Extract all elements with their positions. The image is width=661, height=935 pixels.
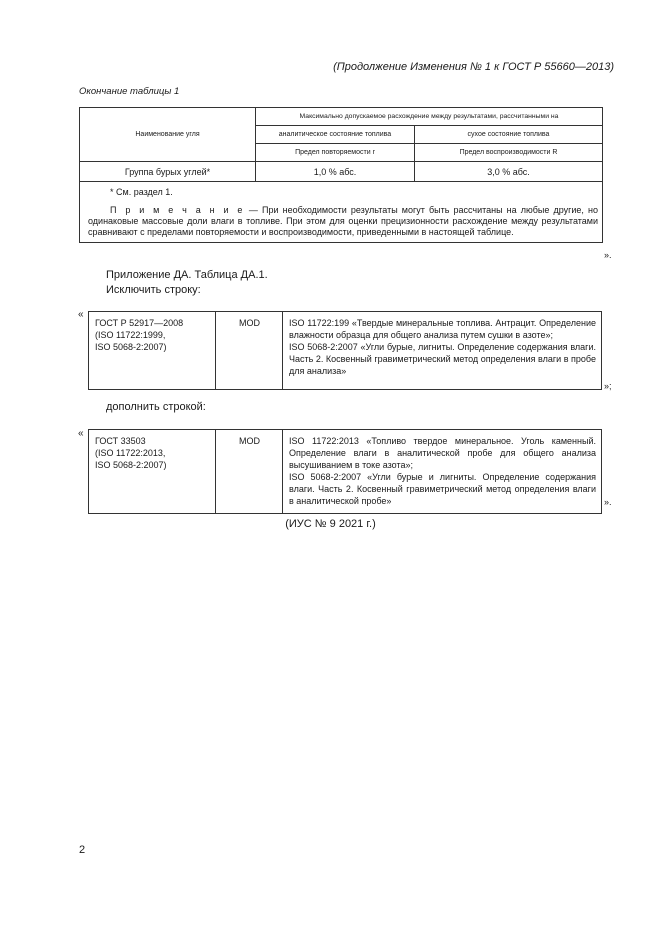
repeatability-value: 1,0 % абс.: [256, 162, 415, 182]
sub-header-dry: сухое состояние топлива: [415, 126, 603, 144]
add-row-table: [88, 429, 602, 514]
standard-designation: [89, 430, 216, 514]
add-instruction: дополнить строкой:: [106, 401, 206, 413]
conformity-degree: MOD: [216, 430, 283, 514]
header-repeatability: Предел повторяемости r: [256, 144, 415, 162]
standard-equiv-1: (ISO 11722:1999,: [95, 330, 166, 340]
exclude-instruction: Исключить строку:: [106, 284, 201, 296]
table1-end-mark: ».: [604, 250, 612, 260]
add-open-quote: «: [78, 428, 84, 439]
table-caption: Окончание таблицы 1: [79, 86, 180, 97]
table-row: [89, 312, 602, 390]
intl-standard-1: ISO 11722:199 «Твердые минеральные топлива. Антрацит. Определение влажности образца для общего анализа путем сушки в азоте»;: [289, 318, 596, 340]
reproducibility-value: 3,0 % абс.: [415, 162, 603, 182]
ius-reference: (ИУС № 9 2021 г.): [285, 518, 376, 530]
sub-header-analytical: аналитическое состояние топлива: [256, 126, 415, 144]
standard-equiv-1: (ISO 11722:2013,: [95, 448, 166, 458]
table-row: [89, 430, 602, 514]
standard-equiv-2: ISO 5068-2:2007): [95, 342, 167, 352]
table-note: [88, 205, 598, 238]
group-header: Максимально допускаемое расхождение между результатами, рассчитанными на: [256, 108, 603, 126]
intl-standard-2: ISO 5068-2:2007 «Угли бурые и лигниты. Определение содержания влаги. Часть 2. Косвенный гравиметрический метод определения влаги в аналитической пробе»: [289, 472, 596, 506]
appendix-ref: Приложение ДА. Таблица ДА.1.: [106, 269, 268, 281]
standard-equiv-2: ISO 5068-2:2007): [95, 460, 167, 470]
table-notes: [80, 182, 603, 243]
exclude-end-mark: »;: [604, 381, 612, 391]
standard-id: ГОСТ 33503: [95, 436, 146, 446]
page-number: 2: [79, 844, 86, 856]
conformity-degree: MOD: [216, 312, 283, 390]
international-standards: [283, 312, 602, 390]
header-reproducibility: Предел воспроизводимости R: [415, 144, 603, 162]
exclude-row-table: [88, 311, 602, 390]
continuation-header: (Продолжение Изменения № 1 к ГОСТ Р 55660—2013): [333, 61, 614, 73]
col-header-coal-name: Наименование угля: [80, 108, 256, 162]
standard-designation: [89, 312, 216, 390]
exclude-open-quote: «: [78, 309, 84, 320]
precision-table: [79, 107, 603, 243]
intl-standard-2: ISO 5068-2:2007 «Угли бурые, лигниты. Определение содержания влаги. Часть 2. Косвенный гравиметрический метод определения влаги в пробе для анализа»: [289, 342, 596, 376]
standard-id: ГОСТ Р 52917—2008: [95, 318, 184, 328]
note-label: П р и м е ч а н и е: [110, 205, 245, 215]
international-standards: [283, 430, 602, 514]
add-end-mark: ».: [604, 497, 612, 507]
intl-standard-1: ISO 11722:2013 «Топливо твердое минеральное. Уголь каменный. Определение влаги в аналитической пробе для общего анализа высушиванием в токе азота»;: [289, 436, 596, 470]
footnote: * См. раздел 1.: [110, 187, 173, 197]
note-text: — При необходимости результаты могут быть рассчитаны на любые другие, но одинаковые массовые доли влаги в топливе. При этом для оценки прецизионности расхождение между результатами сравнивают с пределами повторяемости и воспроизводимости, приведенными в настоящей таблице.: [88, 205, 598, 237]
table-row: [80, 162, 603, 182]
coal-group-name: Группа бурых углей*: [80, 162, 256, 182]
